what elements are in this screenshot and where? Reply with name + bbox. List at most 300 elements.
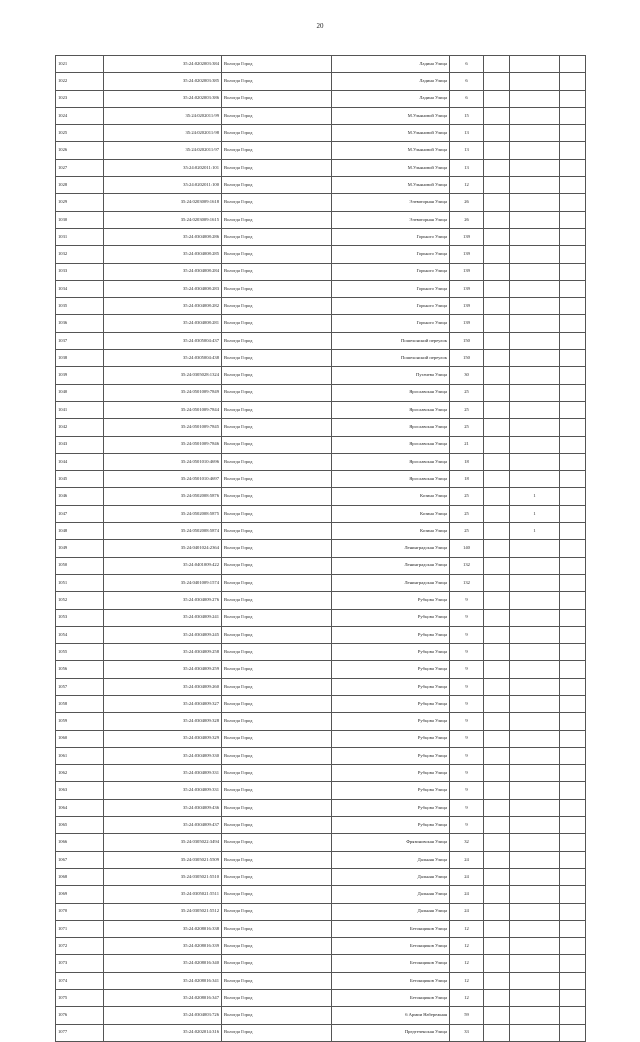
cadastral-number: 35:24:0304008:282 (104, 298, 222, 315)
table-row (56, 367, 586, 384)
street-address: Рубцова Улица (332, 730, 450, 747)
street-address: Пошехонский переулок (332, 332, 450, 349)
empty-cell (560, 488, 586, 505)
mark-cell (510, 592, 560, 609)
cadastral-number: 35:24:0305021:5510 (104, 868, 222, 885)
city-name: Вологда Город (222, 557, 332, 574)
house-number: 9 (450, 713, 484, 730)
street-address: Козина Улица (332, 505, 450, 522)
street-address: Фрязиновская Улица (332, 834, 450, 851)
empty-cell (484, 263, 510, 280)
registry-table (55, 55, 586, 1042)
street-address: Горького Улица (332, 315, 450, 332)
row-number: 1065 (56, 817, 104, 834)
table-row (56, 401, 586, 418)
row-number: 1032 (56, 246, 104, 263)
city-name: Вологда Город (222, 990, 332, 1007)
cadastral-number: 35:24:0304008:284 (104, 263, 222, 280)
street-address: М.Ульяновой Улица (332, 142, 450, 159)
empty-cell (484, 557, 510, 574)
table-row (56, 609, 586, 626)
cadastral-number: 35:24:0502008:5876 (104, 488, 222, 505)
city-name: Вологда Город (222, 228, 332, 245)
mark-cell (510, 194, 560, 211)
table-row (56, 125, 586, 142)
table-row (56, 574, 586, 591)
table-row (56, 851, 586, 868)
mark-cell (510, 107, 560, 124)
mark-cell (510, 246, 560, 263)
empty-cell (560, 851, 586, 868)
house-number: 9 (450, 661, 484, 678)
street-address: Пугачева Улица (332, 367, 450, 384)
empty-cell (484, 350, 510, 367)
cadastral-number: 35:24:0304008:281 (104, 315, 222, 332)
city-name: Вологда Город (222, 246, 332, 263)
mark-cell (510, 834, 560, 851)
cadastral-number: 35:24:0501010:4696 (104, 453, 222, 470)
mark-cell (510, 730, 560, 747)
row-number: 1045 (56, 471, 104, 488)
cadastral-number: 35:24:0208016:347 (104, 990, 222, 1007)
row-number: 1049 (56, 540, 104, 557)
empty-cell (484, 851, 510, 868)
city-name: Вологда Город (222, 782, 332, 799)
mark-cell (510, 799, 560, 816)
mark-cell (510, 436, 560, 453)
house-number: 9 (450, 695, 484, 712)
table-row (56, 523, 586, 540)
row-number: 1030 (56, 211, 104, 228)
cadastral-number: 35:24:0304009:331 (104, 765, 222, 782)
city-name: Вологда Город (222, 765, 332, 782)
mark-cell: 1 (510, 505, 560, 522)
row-number: 1041 (56, 401, 104, 418)
house-number: 6 (450, 73, 484, 90)
empty-cell (560, 678, 586, 695)
empty-cell (560, 938, 586, 955)
house-number: 25 (450, 401, 484, 418)
mark-cell (510, 678, 560, 695)
mark-cell (510, 367, 560, 384)
empty-cell (484, 107, 510, 124)
empty-cell (560, 125, 586, 142)
empty-cell (484, 125, 510, 142)
row-number: 1073 (56, 955, 104, 972)
house-number: 9 (450, 730, 484, 747)
house-number: 150 (450, 350, 484, 367)
empty-cell (484, 747, 510, 764)
row-number: 1071 (56, 920, 104, 937)
street-address: Бетонщиков Улица (332, 920, 450, 937)
table-row (56, 350, 586, 367)
table-row (56, 1007, 586, 1024)
street-address: 6 Армии Набережная (332, 1007, 450, 1024)
row-number: 1058 (56, 695, 104, 712)
row-number: 1044 (56, 453, 104, 470)
table-row (56, 920, 586, 937)
house-number: 132 (450, 557, 484, 574)
empty-cell (484, 488, 510, 505)
row-number: 1038 (56, 350, 104, 367)
city-name: Вологда Город (222, 56, 332, 73)
street-address: Ярославская Улица (332, 384, 450, 401)
cadastral-number: 35:24:0208016:338 (104, 920, 222, 937)
city-name: Вологда Город (222, 453, 332, 470)
city-name: Вологда Город (222, 938, 332, 955)
house-number: 9 (450, 592, 484, 609)
table-row (56, 540, 586, 557)
cadastral-number: 35:24:0305021:5512 (104, 903, 222, 920)
table-row (56, 332, 586, 349)
house-number: 32 (450, 834, 484, 851)
table-row (56, 298, 586, 315)
row-number: 1021 (56, 56, 104, 73)
street-address: Горького Улица (332, 298, 450, 315)
table-row (56, 765, 586, 782)
empty-cell (560, 1007, 586, 1024)
table-row (56, 488, 586, 505)
row-number: 1060 (56, 730, 104, 747)
row-number: 1064 (56, 799, 104, 816)
row-number: 1046 (56, 488, 104, 505)
empty-cell (560, 280, 586, 297)
mark-cell (510, 228, 560, 245)
empty-cell (484, 765, 510, 782)
street-address: Бетонщиков Улица (332, 972, 450, 989)
table-row (56, 384, 586, 401)
street-address: М.Ульяновой Улица (332, 125, 450, 142)
cadastral-number: 35:24:0304009:245 (104, 626, 222, 643)
empty-cell (560, 730, 586, 747)
empty-cell (484, 332, 510, 349)
house-number: 25 (450, 419, 484, 436)
cadastral-number: 35:24:0501010:4697 (104, 471, 222, 488)
empty-cell (484, 177, 510, 194)
street-address: Рубцова Улица (332, 609, 450, 626)
mark-cell (510, 661, 560, 678)
street-address: Рубцова Улица (332, 782, 450, 799)
empty-cell (560, 315, 586, 332)
table-row (56, 955, 586, 972)
row-number: 1072 (56, 938, 104, 955)
table-row (56, 903, 586, 920)
table-row (56, 817, 586, 834)
table-row (56, 782, 586, 799)
city-name: Вологда Город (222, 488, 332, 505)
empty-cell (560, 384, 586, 401)
cadastral-number: 35:24:0304009:437 (104, 817, 222, 834)
mark-cell (510, 211, 560, 228)
row-number: 1031 (56, 228, 104, 245)
mark-cell (510, 1024, 560, 1041)
mark-cell (510, 886, 560, 903)
table-body (56, 56, 586, 1042)
table-row (56, 990, 586, 1007)
street-address: Рубцова Улица (332, 747, 450, 764)
cadastral-number: 35:24:0501009:7845 (104, 419, 222, 436)
city-name: Вологда Город (222, 125, 332, 142)
cadastral-number: 35:24:0304008:285 (104, 246, 222, 263)
empty-cell (560, 609, 586, 626)
city-name: Вологда Город (222, 1024, 332, 1041)
row-number: 1037 (56, 332, 104, 349)
cadastral-number: 35:24:0202011:100 (104, 177, 222, 194)
table-row (56, 1024, 586, 1041)
empty-cell (484, 713, 510, 730)
empty-cell (560, 644, 586, 661)
row-number: 1069 (56, 886, 104, 903)
empty-cell (484, 246, 510, 263)
table-row (56, 194, 586, 211)
city-name: Вологда Город (222, 747, 332, 764)
mark-cell (510, 713, 560, 730)
row-number: 1062 (56, 765, 104, 782)
house-number: 25 (450, 505, 484, 522)
house-number: 139 (450, 298, 484, 315)
mark-cell (510, 626, 560, 643)
table-row (56, 211, 586, 228)
street-address: Ярославская Улица (332, 471, 450, 488)
table-row (56, 695, 586, 712)
table-row (56, 263, 586, 280)
house-number: 30 (450, 367, 484, 384)
empty-cell (484, 540, 510, 557)
mark-cell (510, 419, 560, 436)
empty-cell (560, 574, 586, 591)
row-number: 1028 (56, 177, 104, 194)
cadastral-number: 35:24:0502008:5875 (104, 505, 222, 522)
empty-cell (560, 505, 586, 522)
city-name: Вологда Город (222, 644, 332, 661)
row-number: 1067 (56, 851, 104, 868)
table-row (56, 557, 586, 574)
empty-cell (484, 505, 510, 522)
table-row (56, 834, 586, 851)
empty-cell (560, 367, 586, 384)
empty-cell (484, 211, 510, 228)
empty-cell (560, 90, 586, 107)
page-number: 20 (316, 22, 324, 30)
street-address: Дальняя Улица (332, 903, 450, 920)
mark-cell (510, 747, 560, 764)
street-address: Элеваторная Улица (332, 211, 450, 228)
city-name: Вологда Город (222, 107, 332, 124)
street-address: Ярославская Улица (332, 453, 450, 470)
city-name: Вологда Город (222, 592, 332, 609)
table-row (56, 56, 586, 73)
city-name: Вологда Город (222, 955, 332, 972)
empty-cell (484, 592, 510, 609)
row-number: 1022 (56, 73, 104, 90)
city-name: Вологда Город (222, 90, 332, 107)
house-number: 18 (450, 453, 484, 470)
table-row (56, 315, 586, 332)
empty-cell (484, 782, 510, 799)
mark-cell (510, 851, 560, 868)
cadastral-number: 35:24:0305004:438 (104, 350, 222, 367)
mark-cell (510, 56, 560, 73)
empty-cell (484, 644, 510, 661)
city-name: Вологда Город (222, 384, 332, 401)
row-number: 1056 (56, 661, 104, 678)
row-number: 1039 (56, 367, 104, 384)
mark-cell (510, 280, 560, 297)
street-address: Дальняя Улица (332, 886, 450, 903)
cadastral-number: 35:24:0304009:258 (104, 644, 222, 661)
empty-cell (484, 298, 510, 315)
empty-cell (484, 695, 510, 712)
table-row (56, 142, 586, 159)
street-address: Ярославская Улица (332, 419, 450, 436)
empty-cell (560, 990, 586, 1007)
table-row (56, 159, 586, 176)
empty-cell (484, 315, 510, 332)
table-row (56, 868, 586, 885)
mark-cell (510, 990, 560, 1007)
street-address: Элеваторная Улица (332, 194, 450, 211)
cadastral-number: 35:24:0203009:1618 (104, 194, 222, 211)
mark-cell (510, 350, 560, 367)
cadastral-number: 35:24:0401009:1574 (104, 574, 222, 591)
city-name: Вологда Город (222, 799, 332, 816)
empty-cell (560, 142, 586, 159)
empty-cell (484, 817, 510, 834)
cadastral-number: 35:24:0304009:327 (104, 695, 222, 712)
street-address: Рубцова Улица (332, 661, 450, 678)
empty-cell (560, 868, 586, 885)
city-name: Вологда Город (222, 851, 332, 868)
empty-cell (560, 298, 586, 315)
mark-cell (510, 90, 560, 107)
house-number: 9 (450, 644, 484, 661)
cadastral-number: 35:24:0305021:5509 (104, 851, 222, 868)
mark-cell (510, 1007, 560, 1024)
cadastral-number: 35:24:0304009:328 (104, 713, 222, 730)
row-number: 1057 (56, 678, 104, 695)
street-address: Ленинградская Улица (332, 574, 450, 591)
empty-cell (484, 834, 510, 851)
mark-cell (510, 177, 560, 194)
street-address: Рубцова Улица (332, 626, 450, 643)
cadastral-number: 35:24:0202003:384 (104, 56, 222, 73)
house-number: 18 (450, 471, 484, 488)
city-name: Вологда Город (222, 540, 332, 557)
street-address: М.Ульяновой Улица (332, 159, 450, 176)
mark-cell (510, 938, 560, 955)
row-number: 1052 (56, 592, 104, 609)
table-row (56, 972, 586, 989)
mark-cell (510, 384, 560, 401)
house-number: 12 (450, 920, 484, 937)
row-number: 1048 (56, 523, 104, 540)
empty-cell (560, 107, 586, 124)
house-number: 139 (450, 315, 484, 332)
table-row (56, 246, 586, 263)
city-name: Вологда Город (222, 868, 332, 885)
table-row (56, 505, 586, 522)
city-name: Вологда Город (222, 332, 332, 349)
empty-cell (560, 263, 586, 280)
house-number: 13 (450, 159, 484, 176)
house-number: 9 (450, 765, 484, 782)
house-number: 24 (450, 886, 484, 903)
street-address: Дальняя Улица (332, 868, 450, 885)
city-name: Вологда Город (222, 142, 332, 159)
empty-cell (560, 350, 586, 367)
mark-cell (510, 955, 560, 972)
street-address: Горького Улица (332, 246, 450, 263)
house-number: 9 (450, 626, 484, 643)
cadastral-number: 35:24:0304009:276 (104, 592, 222, 609)
empty-cell (484, 972, 510, 989)
empty-cell (484, 453, 510, 470)
city-name: Вологда Город (222, 730, 332, 747)
house-number: 12 (450, 177, 484, 194)
row-number: 1029 (56, 194, 104, 211)
mark-cell (510, 817, 560, 834)
cadastral-number: 35:24:0501009:7844 (104, 401, 222, 418)
city-name: Вологда Город (222, 972, 332, 989)
empty-cell (560, 661, 586, 678)
empty-cell (484, 436, 510, 453)
empty-cell (484, 661, 510, 678)
cadastral-number: 35:24:0202014:316 (104, 1024, 222, 1041)
cadastral-number: 35:24:0208016:339 (104, 938, 222, 955)
empty-cell (560, 747, 586, 764)
mark-cell (510, 125, 560, 142)
street-address: Козина Улица (332, 523, 450, 540)
house-number: 139 (450, 228, 484, 245)
mark-cell (510, 453, 560, 470)
cadastral-number: 35:24:0304009:331 (104, 782, 222, 799)
street-address: Пошехонский переулок (332, 350, 450, 367)
row-number: 1074 (56, 972, 104, 989)
table-row (56, 177, 586, 194)
mark-cell (510, 315, 560, 332)
city-name: Вологда Город (222, 401, 332, 418)
mark-cell (510, 159, 560, 176)
mark-cell (510, 73, 560, 90)
cadastral-number: 35:24:0304009:241 (104, 609, 222, 626)
city-name: Вологда Город (222, 695, 332, 712)
table-row (56, 678, 586, 695)
empty-cell (484, 142, 510, 159)
table-row (56, 626, 586, 643)
street-address: Ленинградская Улица (332, 557, 450, 574)
mark-cell (510, 782, 560, 799)
cadastral-number: 35:24:0304009:330 (104, 747, 222, 764)
house-number: 9 (450, 782, 484, 799)
empty-cell (484, 1007, 510, 1024)
mark-cell (510, 644, 560, 661)
house-number: 13 (450, 125, 484, 142)
row-number: 1068 (56, 868, 104, 885)
empty-cell (560, 765, 586, 782)
empty-cell (560, 592, 586, 609)
cadastral-number: 35:24:0202003:386 (104, 90, 222, 107)
row-number: 1055 (56, 644, 104, 661)
empty-cell (560, 419, 586, 436)
city-name: Вологда Город (222, 678, 332, 695)
empty-cell (484, 938, 510, 955)
empty-cell (484, 626, 510, 643)
city-name: Вологда Город (222, 280, 332, 297)
street-address: Ленинградская Улица (332, 540, 450, 557)
empty-cell (484, 90, 510, 107)
city-name: Вологда Город (222, 419, 332, 436)
house-number: 33 (450, 1024, 484, 1041)
